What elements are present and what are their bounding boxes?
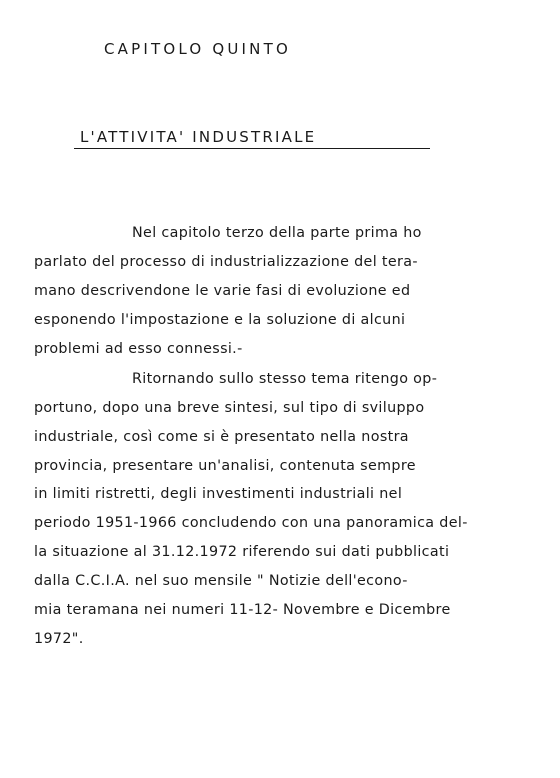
body-line: parlato del processo di industrializzazione del tera-: [34, 254, 418, 270]
section-title: L'ATTIVITA' INDUSTRIALE: [80, 128, 317, 146]
body-line: mia teramana nei numeri 11-12- Novembre e Dicembre: [34, 602, 451, 618]
body-line: Nel capitolo terzo della parte prima ho: [132, 225, 422, 241]
body-line: industriale, così come si è presentato nella nostra: [34, 429, 409, 445]
body-line: provincia, presentare un'analisi, contenuta sempre: [34, 458, 416, 474]
body-line: problemi ad esso connessi.-: [34, 341, 243, 357]
body-line: la situazione al 31.12.1972 riferendo sui dati pubblicati: [34, 544, 450, 560]
body-line: in limiti ristretti, degli investimenti industriali nel: [34, 486, 403, 502]
body-line: Ritornando sullo stesso tema ritengo op-: [132, 371, 438, 387]
body-line: periodo 1951-1966 concludendo con una panoramica del-: [34, 515, 468, 531]
body-line: 1972".: [34, 631, 84, 647]
body-line: esponendo l'impostazione e la soluzione di alcuni: [34, 312, 406, 328]
chapter-title: CAPITOLO QUINTO: [104, 40, 291, 58]
section-title-underline: [74, 148, 430, 149]
body-line: mano descrivendone le varie fasi di evoluzione ed: [34, 283, 411, 299]
body-line: portuno, dopo una breve sintesi, sul tipo di sviluppo: [34, 400, 425, 416]
body-line: dalla C.C.I.A. nel suo mensile " Notizie dell'econo-: [34, 573, 408, 589]
